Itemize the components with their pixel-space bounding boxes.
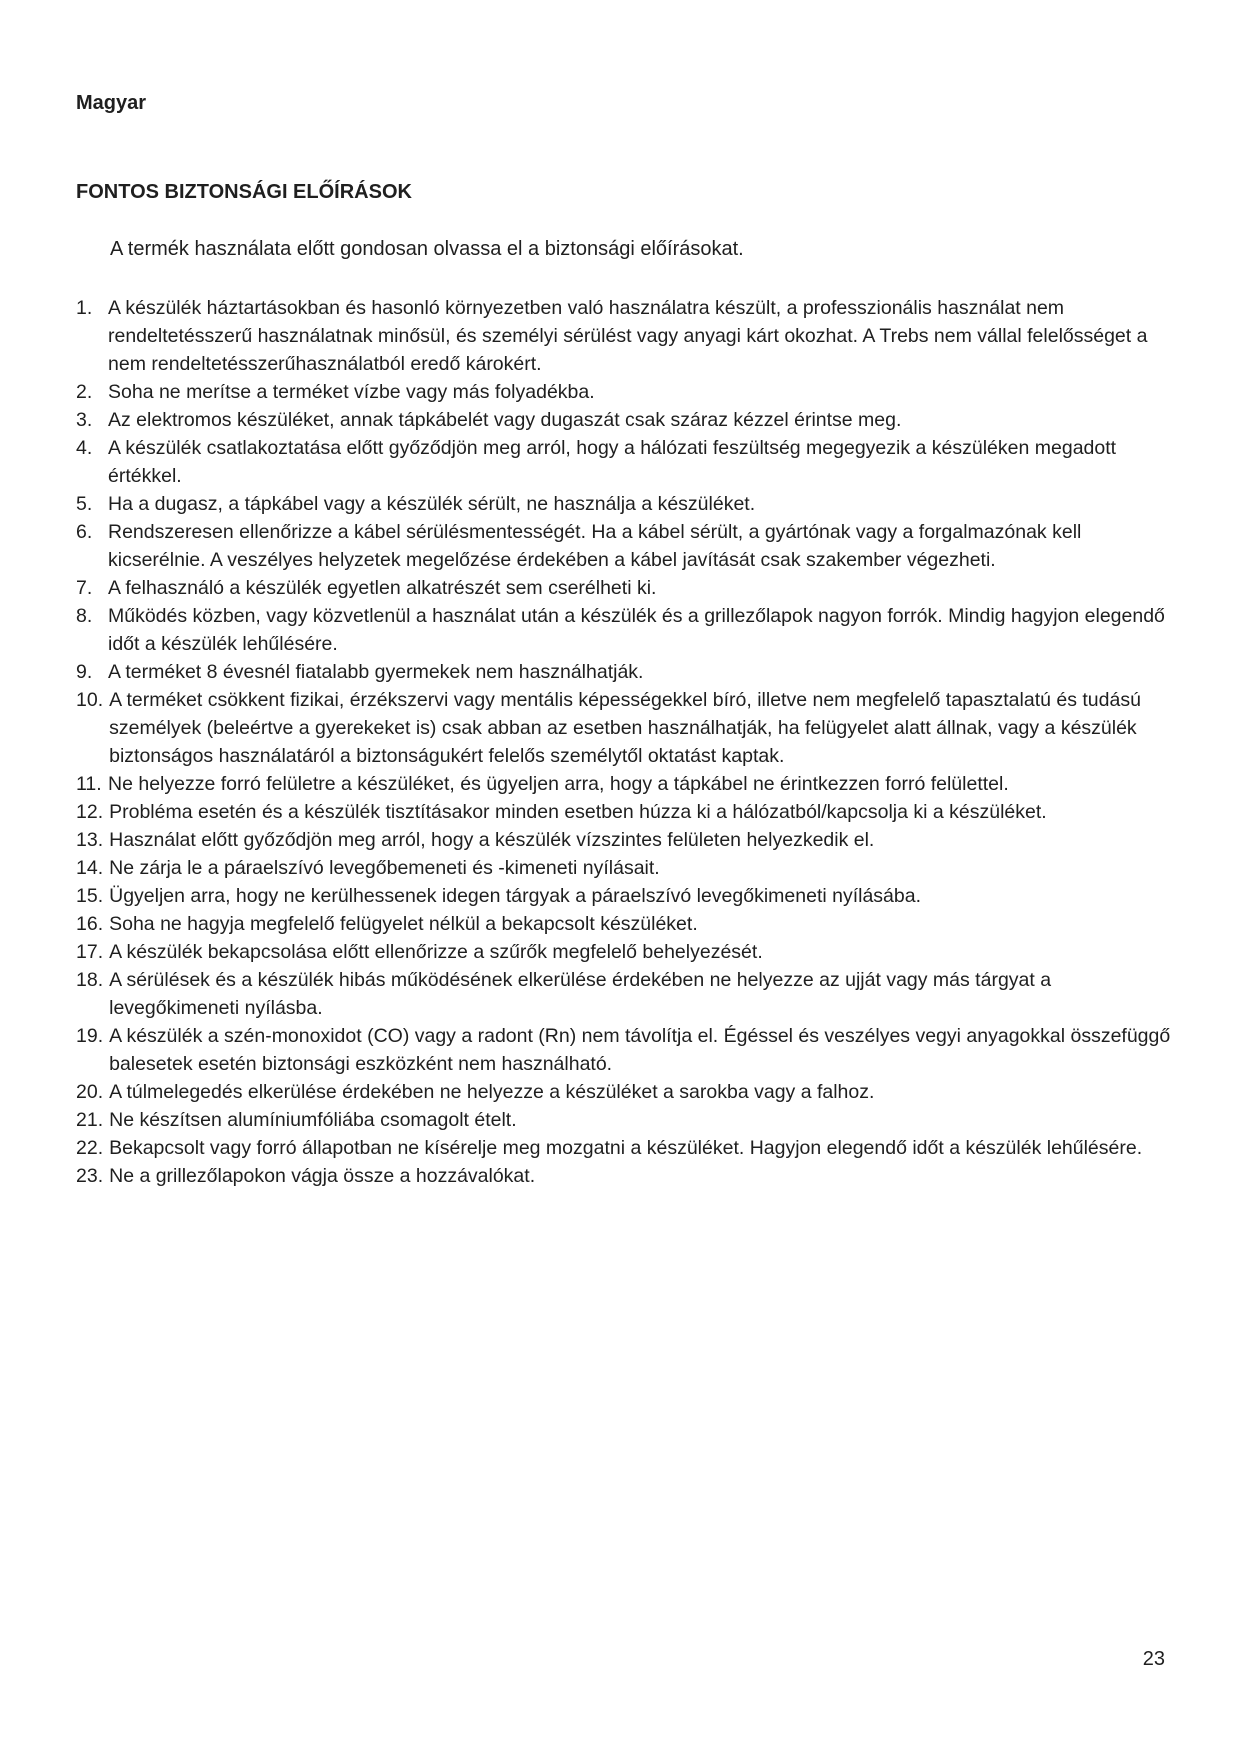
list-item	[76, 1078, 1176, 1106]
list-item-number: 18.	[76, 969, 104, 991]
list-item-number: 5.	[76, 493, 93, 515]
list-item	[76, 910, 1176, 938]
list-item	[76, 798, 1176, 826]
list-item	[76, 882, 1176, 910]
list-item-number: 1.	[76, 297, 93, 319]
list-item	[76, 294, 1176, 378]
list-item-text: Soha ne hagyja megfelelő felügyelet nélkül a bekapcsolt készüléket.	[109, 913, 698, 935]
list-item-text: A készülék a szén-monoxidot (CO) vagy a radont (Rn) nem távolítja el. Égéssel és veszélyes vegyi anyagokkal összefüggő balesetek esetén biztonsági eszközként nem használható.	[109, 1025, 1171, 1075]
list-item	[76, 434, 1176, 490]
list-item	[76, 770, 1176, 798]
list-item	[76, 938, 1176, 966]
list-item-number: 16.	[76, 913, 104, 935]
list-item-number: 21.	[76, 1109, 104, 1131]
language-heading: Magyar	[76, 92, 147, 114]
list-item-number: 7.	[76, 577, 93, 599]
list-item-text: A terméket 8 évesnél fiatalabb gyermekek nem használhatják.	[108, 661, 644, 683]
list-item-number: 15.	[76, 885, 104, 907]
list-item	[76, 1022, 1176, 1078]
list-item-number: 19.	[76, 1025, 104, 1047]
list-item	[76, 378, 1176, 406]
list-item	[76, 686, 1176, 770]
list-item-text: Ha a dugasz, a tápkábel vagy a készülék sérült, ne használja a készüléket.	[108, 493, 756, 515]
safety-rules-list	[76, 294, 1176, 1190]
list-item	[76, 406, 1176, 434]
page-number: 23	[1142, 1648, 1165, 1670]
list-item-text: A felhasználó a készülék egyetlen alkatrészét sem cserélheti ki.	[108, 577, 657, 599]
list-item	[76, 490, 1176, 518]
list-item-number: 17.	[76, 941, 104, 963]
list-item-number: 8.	[76, 605, 93, 627]
list-item	[76, 1106, 1176, 1134]
list-item-text: Az elektromos készüléket, annak tápkábelét vagy dugaszát csak száraz kézzel érintse meg.	[108, 409, 902, 431]
list-item-text: Rendszeresen ellenőrizze a kábel sérülésmentességét. Ha a kábel sérült, a gyártónak vagy a forgalmazónak kell kicserélnie. A veszélyes helyzetek megelőzése érdekében a kábel javítását csak szakember végezheti.	[108, 521, 1082, 571]
list-item-number: 22.	[76, 1137, 104, 1159]
list-item-text: Ne készítsen alumíniumfóliába csomagolt ételt.	[109, 1109, 517, 1131]
list-item-number: 11.	[76, 773, 102, 795]
list-item-text: Ügyeljen arra, hogy ne kerülhessenek idegen tárgyak a páraelszívó levegőkimeneti nyílásába.	[109, 885, 922, 907]
list-item-text: A terméket csökkent fizikai, érzékszervi vagy mentális képességekkel bíró, illetve nem megfelelő tapasztalatú és tudású személyek (beleértve a gyerekeket is) csak abban az esetben használhatják, ha felügyelet alatt állnak, vagy a készülék biztonságos használatáról a biztonságukért felelős személytől oktatást kaptak.	[109, 689, 1141, 767]
list-item-text: A készülék bekapcsolása előtt ellenőrizze a szűrők megfelelő behelyezését.	[109, 941, 763, 963]
list-item	[76, 658, 1176, 686]
list-item	[76, 518, 1176, 574]
list-item	[76, 1134, 1176, 1162]
list-item	[76, 826, 1176, 854]
list-item-number: 2.	[76, 381, 93, 403]
list-item-number: 6.	[76, 521, 93, 543]
list-item-number: 13.	[76, 829, 104, 851]
list-item-text: Ne helyezze forró felületre a készüléket, és ügyeljen arra, hogy a tápkábel ne érintkezzen forró felülettel.	[108, 773, 1009, 795]
list-item-number: 12.	[76, 801, 104, 823]
list-item-text: Probléma esetén és a készülék tisztításakor minden esetben húzza ki a hálózatból/kapcsolja ki a készüléket.	[109, 801, 1047, 823]
list-item-text: A túlmelegedés elkerülése érdekében ne helyezze a készüléket a sarokba vagy a falhoz.	[109, 1081, 875, 1103]
list-item-text: A sérülések és a készülék hibás működésének elkerülése érdekében ne helyezze az ujját vagy más tárgyat a levegőkimeneti nyílásba.	[109, 969, 1052, 1019]
list-item-number: 14.	[76, 857, 104, 879]
list-item-number: 3.	[76, 409, 93, 431]
list-item-number: 9.	[76, 661, 93, 683]
list-item-text: A készülék csatlakoztatása előtt győződjön meg arról, hogy a hálózati feszültség megegyezik a készüléken megadott értékkel.	[108, 437, 1117, 487]
list-item	[76, 966, 1176, 1022]
list-item-text: Működés közben, vagy közvetlenül a használat után a készülék és a grillezőlapok nagyon forrók. Mindig hagyjon elegendő időt a készülék lehűlésére.	[108, 605, 1165, 655]
list-item-text: Bekapcsolt vagy forró állapotban ne kísérelje meg mozgatni a készüléket. Hagyjon elegendő időt a készülék lehűlésére.	[109, 1137, 1143, 1159]
list-item-text: Ne a grillezőlapokon vágja össze a hozzávalókat.	[109, 1165, 536, 1187]
list-item	[76, 1162, 1176, 1190]
list-item-text: Használat előtt győződjön meg arról, hogy a készülék vízszintes felületen helyezkedik el.	[109, 829, 875, 851]
page-title: FONTOS BIZTONSÁGI ELŐÍRÁSOK	[76, 181, 412, 203]
list-item-number: 4.	[76, 437, 93, 459]
intro-text: A termék használata előtt gondosan olvassa el a biztonsági előírásokat.	[110, 238, 744, 260]
list-item-text: Soha ne merítse a terméket vízbe vagy más folyadékba.	[108, 381, 595, 403]
list-item-text: Ne zárja le a páraelszívó levegőbemeneti és -kimeneti nyílásait.	[109, 857, 660, 879]
list-item-number: 10.	[76, 689, 104, 711]
list-item-number: 20.	[76, 1081, 104, 1103]
list-item	[76, 602, 1176, 658]
list-item	[76, 854, 1176, 882]
list-item-number: 23.	[76, 1165, 104, 1187]
list-item-text: A készülék háztartásokban és hasonló környezetben való használatra készült, a professzionális használat nem rendeltetésszerű használatnak minősül, és személyi sérülést vagy anyagi kárt okozhat. A Trebs nem vállal felelősséget a nem rendeltetésszerűhasználatból eredő károkért.	[108, 297, 1148, 375]
list-item	[76, 574, 1176, 602]
